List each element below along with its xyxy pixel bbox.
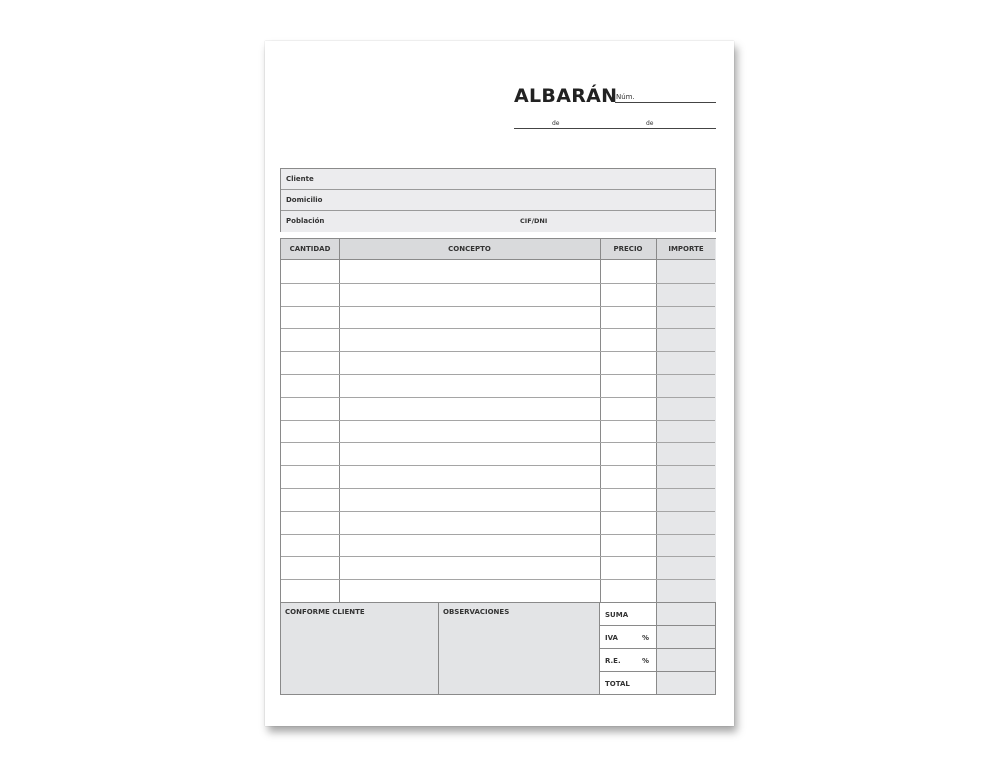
table-row-divider [281, 488, 715, 489]
table-row-divider [281, 465, 715, 466]
table-row-divider [281, 420, 715, 421]
address-label: Domicilio [286, 196, 323, 204]
table-row-divider [281, 579, 715, 580]
column-header-concept: CONCEPTO [448, 245, 491, 253]
column-header-amount: IMPORTE [668, 245, 704, 253]
surcharge-value-cell[interactable] [656, 649, 715, 671]
table-row-divider [281, 283, 715, 284]
table-row-divider [281, 397, 715, 398]
observations-label: OBSERVACIONES [443, 608, 510, 616]
date-separator-2: de [646, 120, 654, 127]
table-row-divider [281, 374, 715, 375]
items-table-header [281, 239, 715, 260]
address-row[interactable] [281, 190, 715, 211]
delivery-note-form [265, 41, 734, 726]
vat-value-cell[interactable] [656, 626, 715, 648]
form-title: ALBARÁN [514, 85, 618, 107]
town-label: Población [286, 217, 325, 225]
items-table [280, 238, 716, 603]
vat-label: IVA [605, 634, 618, 642]
date-field-line[interactable] [514, 128, 716, 129]
totals-block [600, 603, 715, 694]
sum-label: SUMA [605, 611, 629, 619]
town-row[interactable] [281, 211, 715, 232]
client-row[interactable] [281, 169, 715, 190]
client-label: Cliente [286, 175, 314, 183]
table-row-divider [281, 556, 715, 557]
tax-id-label: CIF/DNI [520, 217, 548, 225]
client-info-box [280, 168, 716, 232]
sum-value-cell[interactable] [656, 603, 715, 625]
date-separator-1: de [552, 120, 560, 127]
table-row-divider [281, 442, 715, 443]
number-label: Núm. [616, 93, 635, 101]
observations-box[interactable] [439, 603, 600, 694]
surcharge-row [600, 649, 715, 672]
total-row [600, 672, 715, 694]
column-header-price: PRECIO [613, 245, 643, 253]
vat-row [600, 626, 715, 649]
footer-section [280, 602, 716, 695]
client-approval-box[interactable] [281, 603, 439, 694]
total-value-cell[interactable] [656, 672, 715, 694]
number-field-line[interactable] [615, 102, 716, 103]
column-header-quantity: CANTIDAD [289, 245, 331, 253]
table-row-divider [281, 351, 715, 352]
surcharge-label: R.E. [605, 657, 621, 665]
table-row-divider [281, 328, 715, 329]
client-approval-label: CONFORME CLIENTE [285, 608, 365, 616]
table-row-divider [281, 306, 715, 307]
surcharge-percent-symbol: % [642, 657, 650, 665]
total-label: TOTAL [605, 680, 630, 688]
sum-row [600, 603, 715, 626]
table-row-divider [281, 534, 715, 535]
table-row-divider [281, 511, 715, 512]
vat-percent-symbol: % [642, 634, 650, 642]
